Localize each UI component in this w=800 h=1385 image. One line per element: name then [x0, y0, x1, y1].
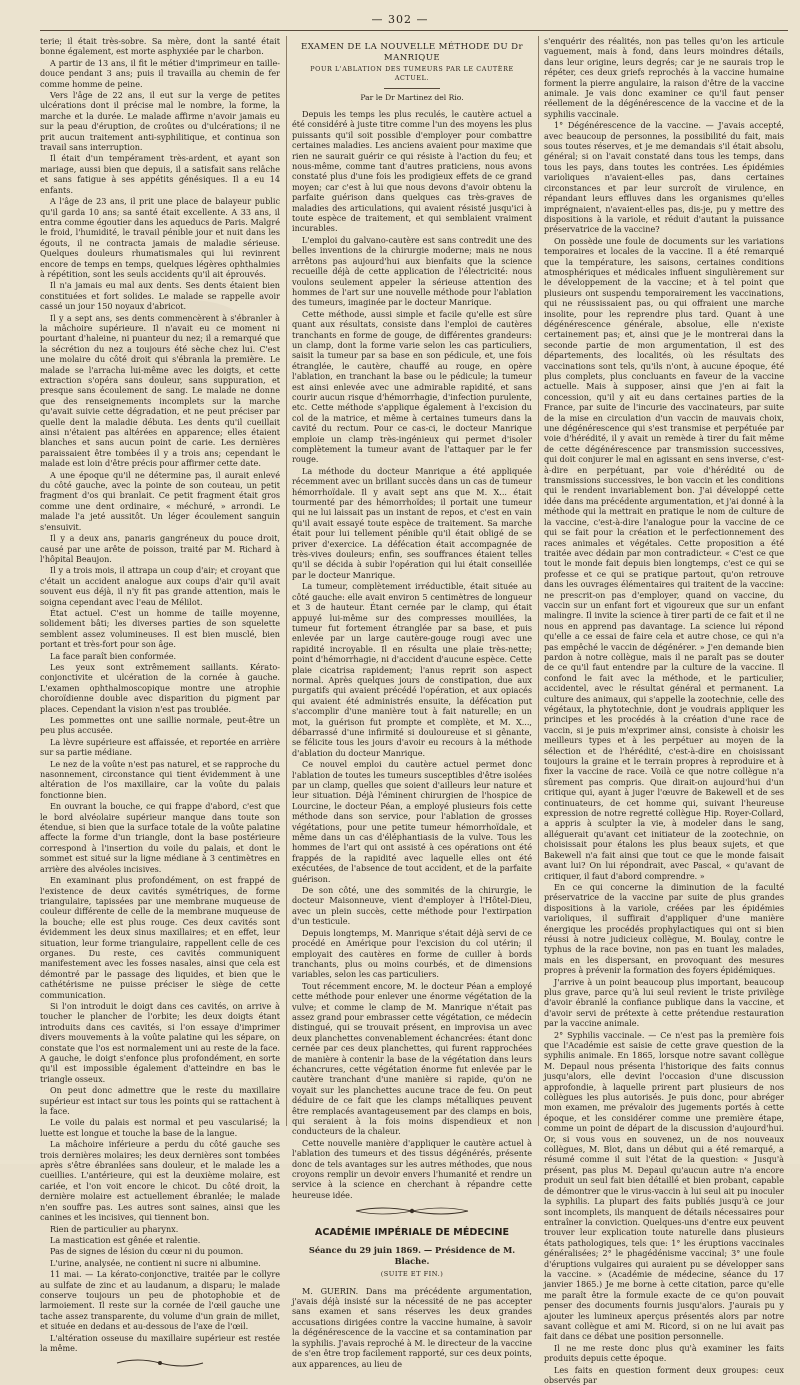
- paragraph: 1° Dégénérescence de la vaccine. — J'avais accepté, avec beaucoup de personnes, la possibilité du fait, mais sous toutes réserves, et je me demandais s'il était absolu, général; si on l'avait constaté dans tous les temps, dans tous les pays, dans toutes les contrées. Les épidémies varioliques n'avaient-elles pas, dans certaines circonstances et par leur surcroît de virulence, en répandant leurs effluves dans les organismes qu'elles imprégnaient, n'avaient-elles pas, dis-je, pu y mettre des dispositions à la variole, et réduit d'autant la puissance préservatrice de la vaccine?: [544, 120, 784, 235]
- column-divider: [538, 36, 539, 1126]
- paragraph: 2° Syphilis vaccinale. — Ce n'est pas la première fois que l'Académie est saisie de cette grave question de la syphilis animale. En 1865, lorsque notre savant collègue M. Depaul nous présenta l'historique des faits connus jusqu'alors, elle devint l'occasion d'une discussion approfondie, à laquelle prirent part plusieurs de nos collègues les plus autorisés. Je puis donc, pour abréger mon examen, me prévaloir des jugements portés à cette époque, et les considérer comme une première étape, comme un point de départ de la discussion d'aujourd'hui. Or, si vous vous en souvenez, un de nos nouveaux collègues, M. Blot, dans un début qui a été remarqué, a résumé comme il suit l'état de la question: « Jusqu'à présent, pas plus M. Depaul qu'aucun autre n'a encore produit un seul fait bien détaillé et bien probant, capable de démontrer que le virus-vaccin à lui seul ait pu inoculer la syphilis. La plupart des faits publiés jusqu'à ce jour sont incomplets, ils manquent de détails nécessaires pour entraîner la conviction. Quelques-uns d'entre eux peuvent trouver leur explication toute naturelle dans plusieurs états pathologiques, tels que: 1° les éruptions vaccinales généralisées; 2° le phagédénisme vaccinal; 3° une foule d'éruptions vulgaires qui auraient pu se développer sans la vaccine. » (Académie de médecine, séance du 17 janvier 1865.) Je me borne à cette citation, parce qu'elle me paraît être la formule exacte de ce qu'on pouvait penser des documents fournis jusqu'alors. J'aurais pu y ajouter les lumineux aperçus présentés alors par notre savant collègue et ami M. Ricord, si on ne lui avait pas fait dans ce débat une position personnelle.: [544, 1029, 784, 1342]
- paragraph: L'emploi du galvano-cautère est sans contredit une des belles inventions de la chirurgie moderne; mais ne nous arrêtons pas aujourd'hui aux bienfaits que la science recueille déjà de cette application de l'électricité: nous voulons seulement appeler la sérieuse attention des hommes de l'art sur une nouvelle méthode pour l'ablation des tumeurs, imaginée par le docteur Manrique.: [292, 234, 532, 308]
- section-ornament: [40, 1358, 280, 1374]
- paragraph: En examinant plus profondément, on est frappé de l'existence de deux cavités symétriques, de forme triangulaire, tapissées par une membrane muqueuse de couleur différente de celle de la membrane muqueuse de la bouche; elle est plus rouge. Ces deux cavités sont évidemment les deux sinus maxillaires; et en effet, leur situation, leur forme triangulaire, rappellent celle de ces organes. Du reste, ces cavités communiquent manifestement avec les fosses nasales, ainsi que cela est démontré par le passage des liquides, et bien que le cathétérisme ne puisse préciser le siège de cette communication.: [40, 875, 280, 1000]
- paragraph: Les yeux sont extrêmement saillants. Kérato-conjonctivite et ulcération de la cornée à gauche. L'examen ophthalmoscopique montre une atrophie choroïdienne double avec disparition du pigment par places. Cependant la vision n'est pas troublée.: [40, 661, 280, 714]
- paragraph: Les faits en question forment deux groupes: ceux observés par: [544, 1364, 784, 1385]
- paragraph: A l'âge de 23 ans, il prit une place de balayeur public qu'il garda 10 ans; sa santé était excellente. A 33 ans, il entra comme égoutier dans les aqueducs de Paris. Malgré le froid, l'humidité, le travail pénible jour et nuit dans les égouts, il ne contracta jamais de maladie sérieuse. Quelques douleurs rhumatismales qui lui revinrent encore de temps en temps, quelques légères ophthalmies à répétition, sont les seuls accidents qu'il ait éprouvés.: [40, 196, 280, 279]
- paragraph: De son côté, une des sommités de la chirurgie, le docteur Maisonneuve, vient d'employer à l'Hôtel-Dieu, avec un plein succès, cette méthode pour l'extirpation d'un testicule.: [292, 885, 532, 927]
- paragraph: Il ne me reste donc plus qu'à examiner les faits produits depuis cette époque.: [544, 1342, 784, 1364]
- paragraph: Il était d'un tempérament très-ardent, et ayant son mariage, aussi bien que depuis, il a satisfait sans relâche et sans fatigue à ses appétits génésiques. Il a eu 14 enfants.: [40, 153, 280, 195]
- paragraph: Il y a trois mois, il attrapa un coup d'air; et croyant que c'était un accident analogue aux coups d'air qu'il avait souvent eus déjà, il n'y fit pas grande attention, mais le soigna cependant avec l'eau de Mélilot.: [40, 565, 280, 607]
- paragraph: Les pommettes ont une saillie normale, peut-être un peu plus accusée.: [40, 715, 280, 736]
- paragraph: Il y a deux ans, panaris gangréneux du pouce droit, causé par une arête de poisson, traité par M. Richard à l'hôpital Beaujon.: [40, 533, 280, 564]
- paragraph: En ouvrant la bouche, ce qui frappe d'abord, c'est que le bord alvéolaire supérieur manque dans toute son étendue, si bien que la surface totale de la voûte palatine affecte la forme d'un triangle, dont la base postérieure correspond à l'insertion du voile du palais, et dont le sommet est situé sur la ligne médiane à 3 centimètres en arrière des alvéoles incisives.: [40, 801, 280, 874]
- paragraph: Si l'on introduit le doigt dans ces cavités, on arrive à toucher le plancher de l'orbite; les deux doigts étant introduits dans ces cavités, si l'on essaye d'imprimer divers mouvements à la voûte palatine qui les sépare, on constate que l'os est normalement uni au reste de la face. A gauche, le doigt s'enfonce plus profondément, en sorte qu'il est impossible également d'atteindre en bas le triangle osseux.: [40, 1000, 280, 1084]
- paragraph: M. GUERIN. Dans ma précédente argumentation, j'avais déjà insisté sur la nécessité de ne pas accepter sans examen et sans réserves les deux grandes accusations dirigées contre la vaccine humaine, à savoir la dégénérescence de la vaccine et sa contamination par la syphilis. J'avais reproché à M. le directeur de la vaccine de s'en être trop facilement rapporté, sur ces deux points, aux apparences, au lieu de: [292, 1285, 532, 1369]
- header-rule: [40, 30, 788, 31]
- paragraph: La face paraît bien conformée.: [50, 650, 177, 661]
- paragraph: Il y a sept ans, ses dents commencèrent à s'ébranler à la mâchoire supérieure. Il n'avait eu ce moment ni pourtant d'haleine, ni puanteur du nez; il a remarqué que la sécrétion du nez a toujours été sèche chez lui. C'est une molaire du côté droit qui s'ébranla la première. Le malade se l'arracha lui-même avec les doigts, et cette extraction s'opéra sans douleur, sans suppuration, et presque sans écoulement de sang. Le malade ne donne que des renseignements incomplets sur la marche qu'avait suivie cette dégradation, et ne peut préciser par quelle dent la maladie débuta. Les dents qu'il cueillait ainsi n'étaient pas altérées en apparence; elles étaient blanches et sans aucun point de carie. Les dernières paraissaient être tombées il y a trois ans; cependant le malade est loin d'être précis pour affirmer cette date.: [40, 312, 280, 469]
- paragraph: Pas de signes de lésion du cœur ni du poumon.: [50, 1246, 244, 1257]
- paragraph: J'arrive à un point beaucoup plus important, beaucoup plus grave, parce qu'à lui seul revient le triste privilège d'avoir ébranlé la confiance publique dans la vaccine, et d'avoir servi de prétexte à cette prétendue restauration par la vaccine animale.: [544, 976, 784, 1029]
- paragraph: Depuis les temps les plus reculés, le cautère actuel a été considéré à juste titre comme l'un des moyens les plus puissants qu'il soit possible d'employer pour combattre certaines maladies. Les anciens avaient pour maxime que rien ne saurait guérir ce qui résiste à l'action du feu; et nous-même, comme tant d'autres praticiens, nous avons constaté plus d'une fois les prodigieux effets de ce grand moyen; car c'est à lui que nous devons d'avoir obtenu la parfaite guérison dans quelques cas très-graves de maladies des articulations, qui avaient résisté jusqu'ici à toute espèce de traitement, et qui semblaient vraiment incurables.: [292, 109, 532, 234]
- paragraph: Rien de particulier au pharynx.: [50, 1223, 179, 1234]
- paragraph: Tout récemment encore, M. le docteur Péan a employé cette méthode pour enlever une énorme végétation de la vulve; et comme le clamp de M. Manrique n'était pas assez grand pour embrasser cette végétation, ce médecin distingué, qui se trouvait présent, en improvisa un avec deux planchettes convenablement échancrées: étant donc cernée par ces deux planchettes, qui furent rapprochées de manière à contenir la base de la végétation dans leurs échancrures, cette végétation énorme fut enlevée par le cautère tranchant d'une manière si rapide, qu'on ne voyait sur les planchettes aucune trace de feu. On peut déduire de ce fait que les clamps métalliques peuvent être remplacés avantageusement par des clamps en bois, qui seraient à la fois moins dispendieux et non conducteurs de la chaleur.: [292, 980, 532, 1137]
- column-left: [40, 36, 280, 1353]
- page-number: — 302 —: [371, 13, 429, 26]
- paragraph: Le nez de la voûte n'est pas naturel, et se rapproche du nasonnement, circonstance qui tient évidemment à une altération de l'os maxillaire, car la voûte du palais fonctionne bien.: [40, 758, 280, 800]
- session-line: Séance du 29 juin 1869. — Présidence de M. Blache.: [308, 1245, 516, 1267]
- paragraph: Depuis longtemps, M. Manrique s'était déjà servi de ce procédé en Amérique pour l'excision du col utérin; il employait des cautères en forme de cuiller à bords tranchants, plus ou moins courbés, et de dimensions variables, selon les cas particuliers.: [292, 927, 532, 980]
- paragraph: Ce nouvel emploi du cautère actuel permet donc l'ablation de toutes les tumeurs susceptibles d'être isolées par un clamp, quelles que soient d'ailleurs leur nature et leur situation. Déjà l'éminent chirurgien de l'hospice de Lourcine, le docteur Péan, a employé plusieurs fois cette méthode dans son service, pour l'ablation de grosses végétations, pour une petite tumeur hémorrhoïdale, et même dans un cas d'éléphantiasis de la vulve. Tous les hommes de l'art qui ont assisté à ces opérations ont été frappés de la rapidité avec laquelle elles ont été exécutées, de l'absence de tout accident, et de la parfaite guérison.: [292, 759, 532, 884]
- paragraph: Il n'a jamais eu mal aux dents. Ses dents étaient bien constituées et fort solides. Le malade se rappelle avoir cassé un jour 150 noyaux d'abricot.: [40, 280, 280, 312]
- paragraph: En ce qui concerne la diminution de la faculté préservatrice de la vaccine par suite de plus grandes dispositions à la variole, créées par les épidémies varioliques, il suffirait d'appliquer d'une manière énergique les procédés prophylactiques qui ont si bien réussi à notre judicieux collègue, M. Boulay, contre le typhus de la race bovine, non pas en tuant les malades, mais en les dispersant, en provoquant des mesures propres à prévenir la formation des foyers épidémiques.: [544, 881, 784, 976]
- paragraph: Cette nouvelle manière d'appliquer le cautère actuel à l'ablation des tumeurs et des tissus dégénérés, présente donc de tels avantages sur les autres méthodes, que nous croyons remplir un devoir envers l'humanité et rendre un service à la science en cherchant à répandre cette heureuse idée.: [292, 1137, 532, 1200]
- paragraph: L'altération osseuse du maxillaire supérieur est restée la même.: [40, 1332, 280, 1353]
- article-subtitle: POUR L'ABLATION DES TUMEURS PAR LE CAUTÈRE ACTUEL.: [310, 65, 514, 82]
- paragraph: La mâchoire inférieure a perdu du côté gauche ses trois dernières molaires; les deux dernières sont tombées après s'être ébranlées sans douleur, et le malade les a cueillies. L'antérieure, qui est la deuxième molaire, est cariée, et l'on voit encore le chicot. Du côté droit, la dernière molaire est actuellement ébranlée; le malade n'en souffre pas. Les autres sont saines, ainsi que les canines et les incisives, qui tiennent bon.: [40, 1139, 280, 1223]
- paragraph: terie; il était très-sobre. Sa mère, dont la santé était bonne également, est morte asphyxiée par le charbon.: [40, 36, 280, 57]
- paragraph: Vers l'âge de 22 ans, il eut sur la verge de petites ulcérations dont il précise mal le nombre, la forme, la marche et la durée. Le malade affirme n'avoir jamais eu sur la peau d'éruption, de croûtes ou d'ulcérations; il ne prit aucun traitement anti-syphilitique, et continua son travail sans interruption.: [40, 90, 280, 153]
- paragraph: Cette méthode, aussi simple et facile qu'elle est sûre quant aux résultats, consiste dans l'emploi de cautères tranchants en forme de gouge, de différentes grandeurs: un clamp, dont la forme varie selon les cas particuliers, saisit la tumeur par sa base en son pédicule, et, une fois étranglée, le cautère, chauffé au rouge, en opère l'ablation, en tranchant la base ou le pédicule; la tumeur est ainsi enlevée avec une admirable rapidité, et sans courir aucun risque d'hémorrhagie, d'infection purulente, etc. Cette méthode s'applique également à l'excision du col de la matrice, et même à certaines tumeurs dans la cavité du rectum. Pour ce cas-ci, le docteur Manrique emploie un clamp très-ingénieux qui permet d'isoler complètement la tumeur avant de l'attaquer par le fer rouge.: [292, 308, 532, 465]
- title-rule: [384, 88, 440, 89]
- column-middle: [292, 36, 532, 1369]
- paragraph: La tumeur, complètement irréductible, était située au côté gauche: elle avait environ 5 centimètres de longueur et 3 de hauteur. Étant cernée par le clamp, qui était appuyé lui-même sur des compresses mouillées, la tumeur fut fortement étranglée par sa base, et puis enlevée par un large cautère-gouge rougi avec une rapidité incroyable. Il en résulta une plaie très-nette; point d'hémorrhagie, ni d'accident d'aucune espèce. Cette plaie cicatrisa rapidement; l'anus reprit son aspect normal. Après quelques jours de constipation, due aux purgatifs qui avaient précédé l'opération, et aux opiacés qui avaient été administrés ensuite, la défécation put s'accomplir d'une manière tout à fait naturelle; en un mot, la guérison fut prompte et complète, et M. X..., débarrassé d'une infirmité si douloureuse et si gênante, se félicite tous les jours d'avoir eu recours à la méthode d'ablation du docteur Manrique.: [292, 581, 532, 758]
- section-ornament: [292, 1205, 532, 1221]
- paragraph: 11 mai. — La kérato-conjonctive, traitée par le collyre au sulfate de zinc et au laudanum, a disparu; le malade conserve toujours un peu de photophobie et de larmoiement. Il reste sur la cornée de l'œil gauche une tache assez transparente, du volume d'un grain de millet, et située en dedans et au-dessous de l'axe de l'œil.: [40, 1269, 280, 1332]
- paragraph: s'enquérir des réalités, non pas telles qu'on les articule vaguement, mais à fond, dans leurs moindres détails, dans leur origine, leurs degrés; car je ne saurais trop le répéter, ces deux griefs reprochés à la vaccine humaine forment la pierre angulaire, la raison d'être de la vaccine animale. Je vais donc examiner ce qu'il faut penser réellement de la dégénérescence de la vaccine et de la syphilis vaccinale.: [544, 36, 784, 119]
- section-title: ACADÉMIE IMPÉRIALE DE MÉDECINE: [314, 1227, 510, 1239]
- column-divider: [286, 36, 287, 1126]
- paragraph: État actuel. C'est un homme de taille moyenne, solidement bâti; les diverses parties de son squelette semblent assez volumineuses. Il est bien musclé, bien portant et très-fort pour son âge.: [40, 607, 280, 650]
- paragraph: On possède une foule de documents sur les variations temporaires et locales de la vaccine. Il a été remarqué que la température, les saisons, certaines conditions atmosphériques et médicales influent singulièrement sur le développement de la vaccine; et à tel point que plusieurs ont suspendu temporairement les vaccinations, qui ne réussissaient pas, ou qui offraient une marche insolite, pour les reprendre plus tard. Quant à une dégénérescence générale, absolue, elle n'existe certainement pas; et, ainsi que je le montrerai dans la seconde partie de mon argumentation, il est des départements, des localités, où les résultats des vaccinations sont tels, qu'ils n'ont, à aucune époque, été plus complets, plus concluants en faveur de la vaccine actuelle. Mais à supposer, ainsi que j'en ai fait la concession, qu'il y ait eu dans certaines parties de la France, par suite de l'incurie des vaccinateurs, par suite de la mise en circulation d'un vaccin de mauvais choix, une dégénérescence qui s'est transmise et perpétuée par voie d'hérédité, il y avait un remède à tirer du fait même de cette dégénérescence par transmission successives, qui doit conjurer le mal en agissant en sens inverse, c'est-à-dire en perpétuant, par voie d'hérédité ou de transmissions successives, le bon vaccin et les conditions qui le rendent invariablement bon. J'ai développé cette idée dans ma précédente argumentation, et j'ai donné à la méthode qui la mettrait en pratique le nom de culture de la vaccine, c'est-à-dire l'analogue pour la vaccine de ce qui se fait pour la création et le perfectionnement des races animales et végétales. Cette proposition a été traitée avec dédain par mon contradicteur. « C'est ce que tout le monde fait depuis bien longtemps, c'est ce qui se professe et ce qui se pratique partout, qu'on retrouve dans les ouvrages élémentaires qui traitent de la vaccine: ne prescrit-on pas d'employer, quand on vaccine, du vaccin sur un enfant fort et vigoureux que sur un enfant malingre. Il invite la science à tirer parti de ce fait et il ne nous en apprend pas davantage. La science lui répond qu'elle a ce essai de faire cela et autre chose, ce qui n'a pas empêché le vaccin de dégénérer. » J'en demande bien pardon à notre collègue, mais il ne paraît pas se douter de ce qu'il faut entendre par la culture de la vaccine. Il confond le fait avec la méthode, et le particulier, accidentel, avec le résultat général et permanent. La culture des animaux, qui s'appelle la zootechnie, celle des végétaux, la phytotechnie, dont je voudrais appliquer les principes et les procédés à la création d'une race de vaccin, si je puis m'exprimer ainsi, consiste à choisir les meilleurs types et à les perpétuer au moyen de la sélection et de l'hérédité, c'est-à-dire en choisissant toujours la graine et le terrain propres à reproduire et à fixer la vaccine de race. Voilà ce que notre collègue n'a sûrement pas compris. Que dirait-on aujourd'hui d'un critique qui, ayant à juger l'œuvre de Bakewell et de ses continuateurs, de cet homme qui, suivant l'heureuse expression de notre regretté collègue Hip. Royer-Collard, a appris à sculpter la vie, à modeler dans le sang, alléguerait qu'avant cet initiateur de la zootechnie, on choisissait pour étalons les plus beaux sujets, et que Bakewell n'a fait ainsi que tout ce que le monde faisait avant lui? On lui répondrait, avec Pascal, « qu'avant de critiquer, il faut d'abord comprendre. »: [544, 235, 784, 881]
- article-title: EXAMEN DE LA NOUVELLE MÉTHODE DU Dr MANRIQUE: [301, 42, 523, 63]
- paragraph: L'urine, analysée, ne contient ni sucre ni albumine.: [50, 1257, 261, 1268]
- column-right: [544, 36, 784, 1385]
- paragraph: On peut donc admettre que le reste du maxillaire supérieur est intact sur tous les points qui se rattachent à la face.: [40, 1085, 280, 1117]
- paragraph: A partir de 13 ans, il fit le métier d'imprimeur en taille-douce pendant 3 ans; puis il travailla au chemin de fer comme homme de peine.: [40, 57, 280, 89]
- paragraph: La méthode du docteur Manrique a été appliquée récemment avec un brillant succès dans un cas de tumeur hémorrhoïdale. Il y avait sept ans que M. X... était tourmenté par des hémorrhoïdes; il portait une tumeur qui ne lui laissait pas un instant de repos, et c'est en vain qu'il avait essayé toute espèce de traitement. Sa marche était pour lui tellement pénible qu'il était obligé de se priver d'exercice. La défécation était accompagnée de très-vives douleurs; enfin, ses souffrances étaient telles qu'il se décida à subir l'opération qui lui était conseillée par le docteur Manrique.: [292, 465, 532, 580]
- paragraph: A une époque qu'il ne détermine pas, il aurait enlevé du côté gauche, avec la pointe de son couteau, un petit fragment d'os qui branlait. Ce petit fragment était gros comme une dent ordinaire, « méchuré, » arrondi. Le malade l'a jeté aussitôt. Un léger écoulement sanguin s'ensuivit.: [40, 469, 280, 532]
- article-byline: Par le Dr Martinez del Rio.: [360, 93, 464, 102]
- paragraph: La mastication est gênée et ralentie.: [50, 1234, 201, 1245]
- paragraph: Le voile du palais est normal et peu vascularisé; la luette est longue et touche la base de la langue.: [40, 1117, 280, 1138]
- paragraph: La lèvre supérieure est affaissée, et reportée en arrière sur sa partie médiane.: [40, 736, 280, 758]
- continued-note: (SUITE ET FIN.): [380, 1270, 444, 1279]
